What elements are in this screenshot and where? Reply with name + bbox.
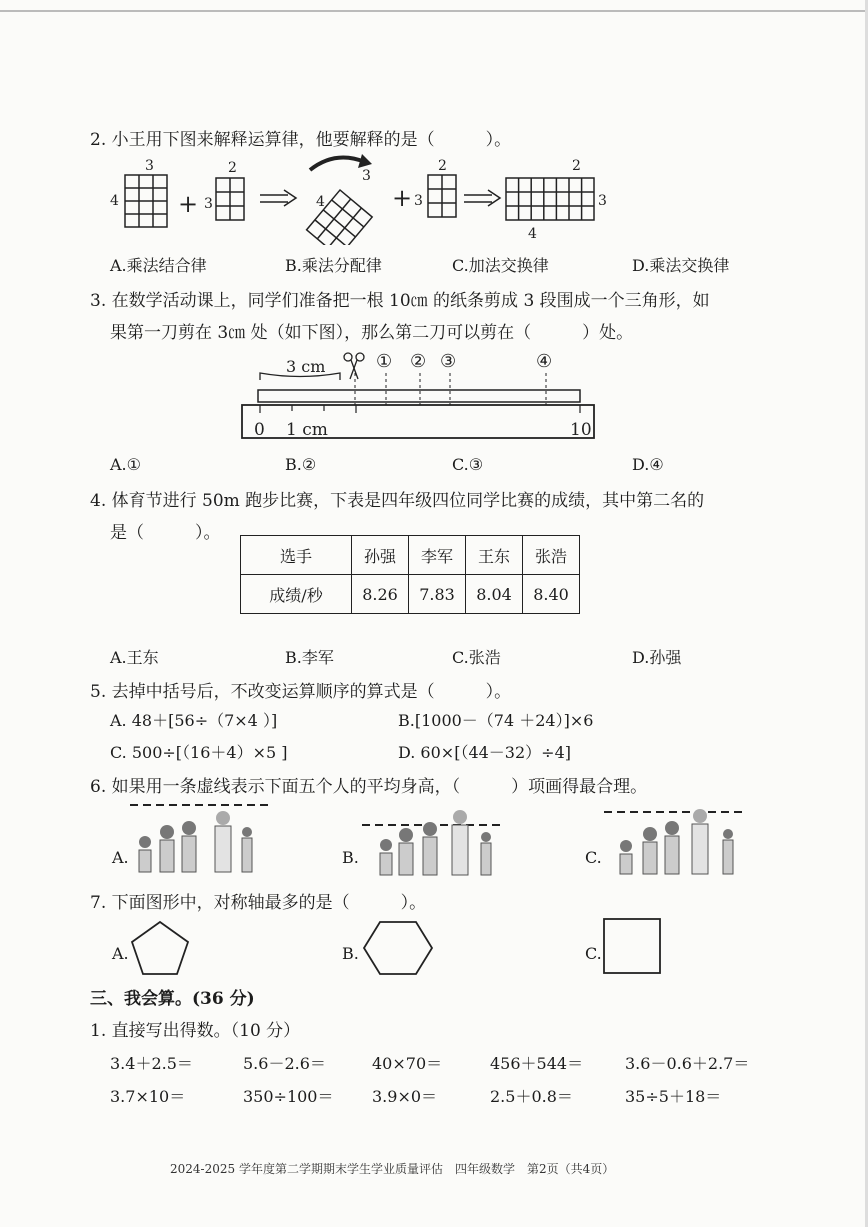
q2-option-a[interactable]: A.乘法结合律 — [110, 256, 207, 275]
calc-item[interactable]: 35÷5＋18＝ — [625, 1087, 722, 1106]
table-cell: 8.40 — [523, 575, 580, 614]
scan-top-edge — [0, 10, 868, 12]
rotate-arrow-icon — [310, 158, 365, 171]
q6-figure-c — [602, 800, 752, 878]
g3-left-label: 3 — [414, 193, 423, 209]
ruler-ten: 10 — [570, 420, 592, 440]
g4-top-label: 2 — [572, 158, 581, 174]
q7-option-a[interactable]: A. — [112, 944, 129, 963]
q3-option-b[interactable]: B.② — [285, 455, 317, 474]
q3-option-d[interactable]: D.④ — [632, 455, 664, 474]
calc-item[interactable]: 350÷100＝ — [243, 1087, 334, 1106]
q3-stem-line1: 3. 在数学活动课上，同学们准备把一根 10㎝ 的纸条剪成 3 段围成一个三角形，如 — [90, 291, 710, 311]
calc-item[interactable]: 3.4＋2.5＝ — [110, 1054, 193, 1073]
hexagon-icon — [362, 918, 434, 978]
q6-figure-b — [360, 805, 510, 877]
table-cell: 李军 — [409, 536, 466, 575]
rot-right-label: 3 — [362, 168, 371, 184]
q2-option-d[interactable]: D.乘法交换律 — [632, 256, 730, 275]
g2-left-label: 3 — [204, 196, 213, 212]
q7-stem: 7. 下面图形中，对称轴最多的是（ ）。 — [90, 893, 427, 913]
mark-3: ③ — [440, 351, 457, 372]
table-cell: 孙强 — [352, 536, 409, 575]
q6-option-c[interactable]: C. — [585, 848, 602, 867]
table-cell: 成绩/秒 — [241, 575, 352, 614]
calc-item[interactable]: 3.6－0.6＋2.7＝ — [625, 1054, 750, 1073]
table-cell: 张浩 — [523, 536, 580, 575]
q4-option-c[interactable]: C.张浩 — [452, 648, 501, 667]
q5-option-d[interactable]: D. 60×[（44－32）÷4] — [398, 743, 571, 762]
calc-item[interactable]: 456＋544＝ — [490, 1054, 584, 1073]
g4-bottom-label: 4 — [528, 226, 537, 242]
g1-top-label: 3 — [145, 158, 154, 174]
plus-sign-2: + — [392, 184, 413, 212]
q3-ruler-diagram — [240, 345, 600, 445]
g1-left-label: 4 — [110, 193, 119, 209]
scissors-icon — [344, 353, 364, 379]
table-row — [241, 575, 580, 614]
q2-diagram — [100, 150, 630, 245]
table-cell: 7.83 — [409, 575, 466, 614]
mark-1: ① — [376, 351, 393, 372]
q6-option-b[interactable]: B. — [342, 848, 359, 867]
q7-option-c[interactable]: C. — [585, 944, 602, 963]
q5-stem: 5. 去掉中括号后，不改变运算顺序的算式是（ ）。 — [90, 682, 512, 702]
q3-option-a[interactable]: A.① — [110, 455, 141, 474]
table-cell: 8.04 — [466, 575, 523, 614]
plus-sign: + — [178, 190, 199, 218]
ruler-zero: 0 — [254, 420, 265, 440]
q2-option-b[interactable]: B.乘法分配律 — [285, 256, 382, 275]
calc-item[interactable]: 40×70＝ — [372, 1054, 443, 1073]
q4-stem-line2: 是（ ）。 — [110, 523, 221, 543]
ruler-unit: 1 cm — [286, 420, 328, 440]
q4-option-d[interactable]: D.孙强 — [632, 648, 682, 667]
calc-item[interactable]: 5.6－2.6＝ — [243, 1054, 326, 1073]
q5-option-a[interactable]: A. 48＋[56÷（7×4 ）] — [110, 711, 278, 730]
table-cell: 选手 — [241, 536, 352, 575]
q4-score-table — [240, 535, 580, 614]
section3-sub1: 1. 直接写出得数。（10 分） — [90, 1021, 301, 1041]
q4-option-a[interactable]: A.王东 — [110, 648, 159, 667]
table-header-row — [241, 536, 580, 575]
q5-option-c[interactable]: C. 500÷[（16＋4）×5 ] — [110, 743, 288, 762]
mark-2: ② — [410, 351, 427, 372]
q6-option-a[interactable]: A. — [112, 848, 129, 867]
page-footer: 2024-2025 学年度第二学期期末学生学业质量评估 四年级数学 第2页（共4页） — [170, 1162, 615, 1176]
pentagon-icon — [128, 918, 192, 978]
q4-option-b[interactable]: B.李军 — [285, 648, 334, 667]
q6-stem: 6. 如果用一条虚线表示下面五个人的平均身高，（ ）项画得最合理。 — [90, 777, 648, 797]
table-cell: 王东 — [466, 536, 523, 575]
q2-option-c[interactable]: C.加法交换律 — [452, 256, 549, 275]
table-cell: 8.26 — [352, 575, 409, 614]
q2-stem: 2. 小王用下图来解释运算律，他要解释的是（ ）。 — [90, 130, 512, 150]
calc-item[interactable]: 3.9×0＝ — [372, 1087, 438, 1106]
g4-right-label: 3 — [598, 193, 607, 209]
q6-figure-a — [125, 798, 275, 878]
g2-top-label: 2 — [228, 160, 237, 176]
calc-item[interactable]: 2.5＋0.8＝ — [490, 1087, 573, 1106]
rot-left-label: 4 — [316, 194, 325, 210]
cut-length-label: 3 cm — [286, 357, 326, 376]
q3-option-c[interactable]: C.③ — [452, 455, 484, 474]
calc-item[interactable]: 3.7×10＝ — [110, 1087, 186, 1106]
q7-option-b[interactable]: B. — [342, 944, 359, 963]
section3-title: 三、我会算。(36 分) — [90, 989, 255, 1009]
q3-stem-line2: 果第一刀剪在 3㎝ 处（如下图），那么第二刀可以剪在（ ）处。 — [110, 323, 634, 343]
q5-option-b[interactable]: B.[1000－（74 ＋24）]×6 — [398, 711, 594, 730]
mark-4: ④ — [536, 351, 553, 372]
q4-stem-line1: 4. 体育节进行 50m 跑步比赛，下表是四年级四位同学比赛的成绩，其中第二名的 — [90, 491, 705, 511]
square-icon — [600, 915, 664, 977]
g3-top-label: 2 — [438, 158, 447, 174]
